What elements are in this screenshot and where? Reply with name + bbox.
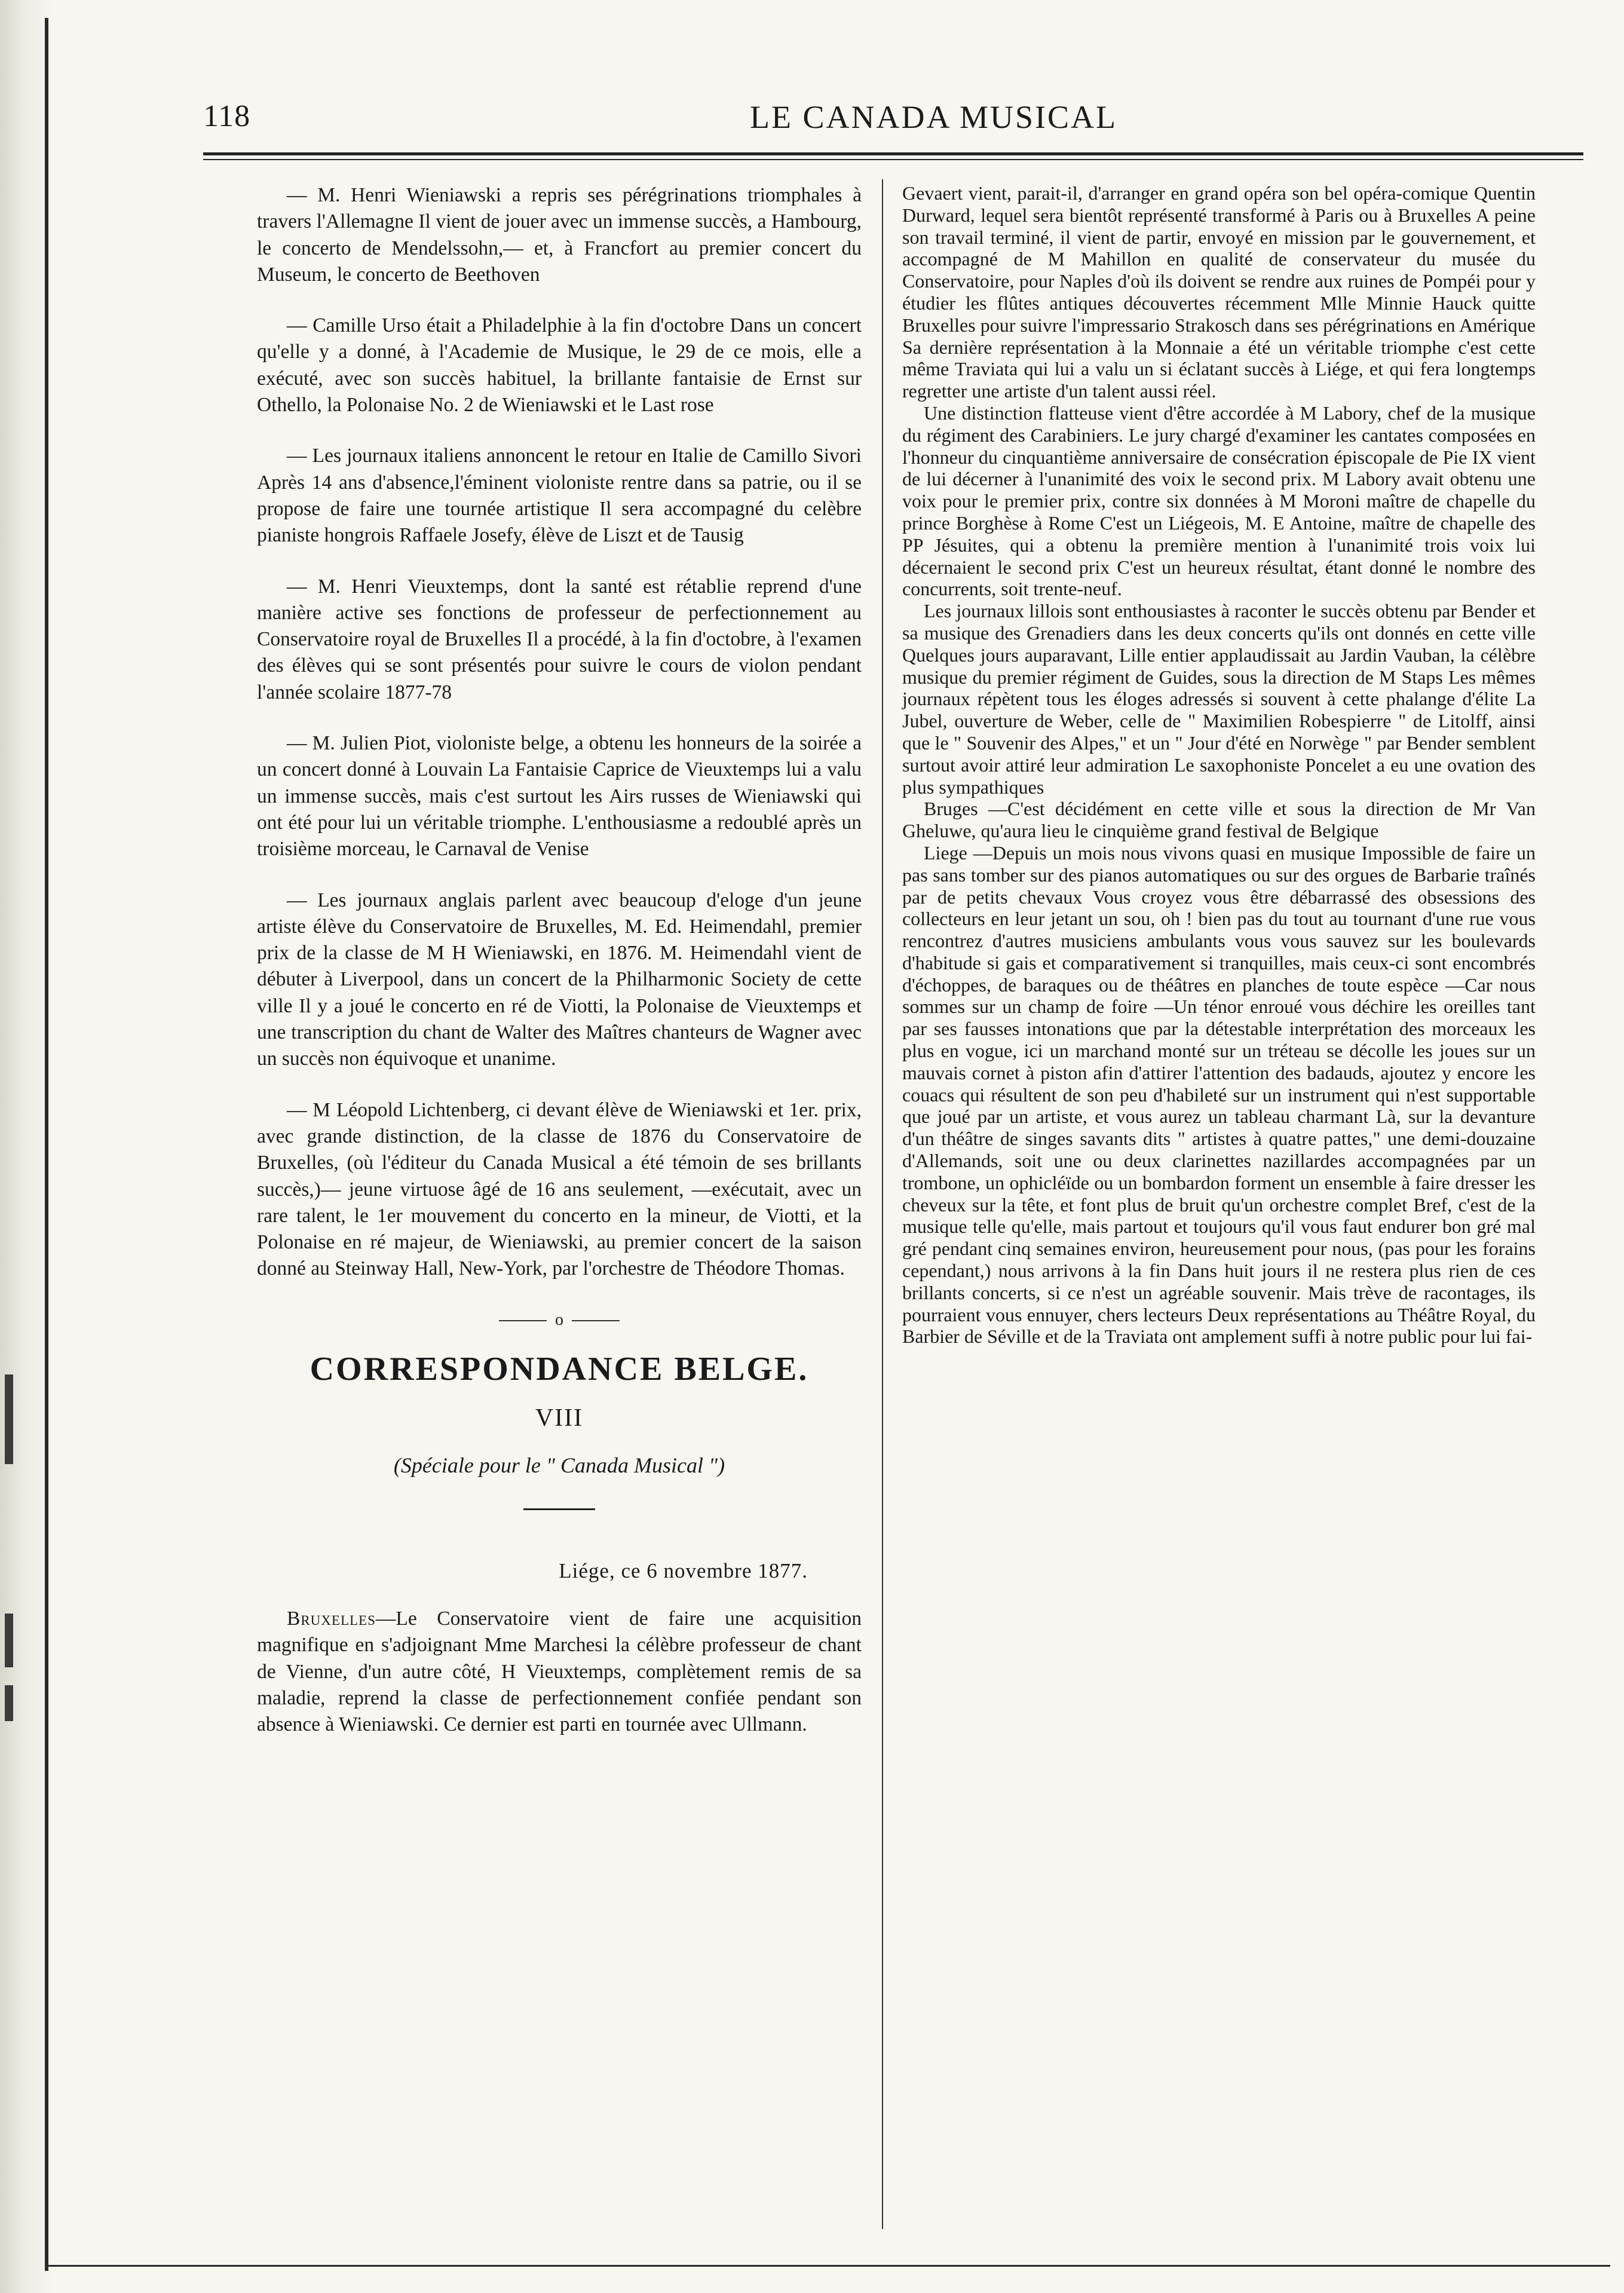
news-paragraph: Gevaert vient, parait-il, d'arranger en grand opéra son bel opéra-comique Quentin Durward, lequel sera bientôt représenté transformé à Paris ou à Bruxelles A peine son travail terminé, il vient de partir, envoyé en mission par le gouvernement, et accompagné de M Mahillon en qualité de conservateur du musée du Conservatoire, pour Naples d'où ils doivent se rendre aux ruines de Pompéi pour y étudier les flûtes antiques découvertes récemment Mlle Minnie Hauck quitte Bruxelles pour suivre l'impressario Strakosch dans ses pérégrinations en Amérique Sa dernière représentation à la Monnaie a été un véritable triomphe c'est cette même Traviata qui lui a valu un si éclatant succès à Liége, et qui fera longtemps regretter une artiste d'un talent aussi réel. [902, 182, 1536, 402]
margin-mark [5, 1374, 13, 1464]
right-column [902, 182, 1536, 1348]
dateline: Liége, ce 6 novembre 1877. [559, 1559, 808, 1582]
journal-title: LE CANADA MUSICAL [750, 99, 1118, 135]
section-subtitle: (Spéciale pour le " Canada Musical ") [393, 1453, 725, 1477]
news-paragraph: Une distinction flatteuse vient d'être accordée à M Labory, chef de la musique du régiment des Carabiniers. Le jury chargé d'examiner les cantates composées en l'honneur du cinquantième anniversaire de consécration épiscopale de Pie IX vient de lui décerner à l'unanimité des voix le second prix. M Labory avait obtenu une voix pour le premier prix, contre six données à M Moroni maître de chapelle du prince Borghèse à Rome C'est un Liégeois, M. E Antoine, maître de chapelle des PP Jésuites, qui a obtenu la première mention à l'unanimité trois voix lui décernaient le second prix C'est un heureux résultat, étant donné le nombre des concurrents, soit trente-neuf. [902, 402, 1536, 600]
news-paragraph: — Les journaux italiens annoncent le retour en Italie de Camillo Sivori Après 14 ans d'absence,l'éminent violoniste rentre dans sa patrie, ou il se propose de faire une tournée artistique Il sera accompagné du celèbre pianiste hongrois Raffaele Josefy, élève de Liszt et de Tausig [257, 445, 862, 547]
news-paragraph: — M. Julien Piot, violoniste belge, a obtenu les honneurs de la soirée a un concert donné à Louvain La Fantaisie Caprice de Vieuxtemps lui a valu un immense succès, mais c'est surtout les Airs russes de Wieniawski qui ont été pour lui un véritable triomphe. L'enthousiasme a redoublé après un troisième morceau, le Carnaval de Venise [257, 732, 862, 861]
news-paragraph: — Camille Urso était a Philadelphie à la fin d'octobre Dans un concert qu'elle y a donné, à l'Academie de Musique, le 29 de ce mois, elle a exécuté, avec son succès habituel, la brillante fantaisie de Ernst sur Othello, la Polonaise No. 2 de Wieniawski et le Last rose [257, 314, 862, 417]
paragraph-lead: Bruxelles [287, 1608, 376, 1630]
margin-mark [5, 1614, 13, 1667]
short-rule [523, 1508, 595, 1510]
column-divider [882, 179, 883, 2229]
news-paragraph: — M. Henri Vieuxtemps, dont la santé est rétablie reprend d'une manière active ses fonctions de professeur de perfectionnement au Conservatoire royal de Bruxelles Il a procédé, à la fin d'octobre, à l'examen des élèves qui se sont présentés pour suivre le cours de violon pendant l'année scolaire 1877-78 [257, 575, 862, 703]
page-frame-line [45, 18, 48, 2271]
section-title: CORRESPONDANCE BELGE. [310, 1350, 809, 1388]
margin-mark [5, 1685, 13, 1721]
left-column [257, 182, 862, 1738]
bottom-rule [45, 2265, 1610, 2267]
section-separator [257, 1307, 862, 1333]
paragraph-body: —Le Conservatoire vient de faire une acquisition magnifique en s'adjoignant Mme Marchesi la célèbre professeur de chant de Vienne, d'un autre côté, H Vieuxtemps, complètement remis de sa maladie, reprend la classe de perfectionnement confiée pendant son absence à Wieniawski. Ce dernier est parti en tournée avec Ullmann. [257, 1608, 862, 1736]
section-number: VIII [535, 1404, 584, 1432]
header-rule [203, 152, 1583, 155]
news-paragraph: Liege —Depuis un mois nous vivons quasi en musique Impossible de faire un pas sans tomber sur des pianos automatiques ou sur des orgues de Barbarie traînés par de petits chevaux Vous croyez vous être débarrassé des obsessions des collecteurs en leur jetant un sou, oh ! bien pas du tout au tournant d'une rue vous rencontrez d'autres musiciens ambulants vous vous sauvez sur les boulevards d'habitude si gais et comparativement si tranquilles, mais ceux-ci sont encombrés d'échoppes, de baraques ou de théâtres en planches de toute espèce —Car nous sommes sur un champ de foire —Un ténor enroué vous déchire les oreilles tant par ses fausses intonations que par la détestable interprétation des morceaux les plus en vogue, ici un marchand monté sur un tréteau se décolle les joues sur un mauvais cornet à piston afin d'attirer l'attention des badauds, ajoutez y encore les couacs qui résultent de son peu d'habileté sur un instrument qui n'est supportable que joué par un artiste, et vous aurez un tableau charmant Là, sur la devanture d'un théâtre de singes savants dits " artistes à quatre pattes," une demi-douzaine d'Allemands, soit une ou deux clarinettes nazillardes accompagnées par un trombone, un ophicléïde ou un bombardon forment un ensemble à faire dresser les cheveux sur la tête, et font plus de bruit qu'un orchestre complet Bref, c'est de la musique telle qu'elle, mais partout et toujours qu'il vous faut endurer bon gré mal gré pendant cinq semaines environ, heureusement pour nous, (pas pour les forains cependant,) nous arrivons à la fin Dans huit jours il ne restera plus rien de ces brillants concerts, si ce n'est un agréable souvenir. Mais trève de racontages, ils pourraient vous ennuyer, chers lecteurs Deux représentations au Théâtre Royal, du Barbier de Séville et de la Traviata ont amplement suffi à notre public pour lui fai- [902, 841, 1536, 1348]
header-rule-thin [203, 159, 1583, 160]
page-number: 118 [203, 99, 251, 133]
news-paragraph [257, 1606, 862, 1738]
news-paragraph: Les journaux lillois sont enthousiastes à raconter le succès obtenu par Bender et sa musique des Grenadiers dans les deux concerts qu'ils ont donnés en cette ville Quelques jours auparavant, Lille entier applaudissait au Jardin Vauban, la célèbre musique du premier régiment de Guides, sous la direction de M Staps Les mêmes journaux répètent tous les éloges adressés si souvent à cette phalange d'élite La Jubel, ouverture de Weber, celle de " Maximilien Robespierre " de Litolff, ainsi que le " Souvenir des Alpes," et un " Jour d'été en Norwège " par Bender semblent surtout avoir attiré leur admiration Le saxophoniste Poncelet a eu une ovation des plus sympathiques [902, 600, 1536, 798]
news-paragraph: — M. Henri Wieniawski a repris ses pérégrinations triomphales à travers l'Allemagne Il vient de jouer avec un immense succès, a Hambourg, le concerto de Mendelssohn,— et, à Francfort au premier concert du Museum, le concerto de Beethoven [257, 184, 862, 286]
news-paragraph: Bruges —C'est décidément en cette ville et sous la direction de Mr Van Gheluwe, qu'aura lieu le cinquième grand festival de Belgique [902, 798, 1536, 842]
separator-mark: o [555, 1310, 563, 1329]
page-header [203, 99, 1577, 146]
news-paragraph: — Les journaux anglais parlent avec beaucoup d'eloge d'un jeune artiste élève du Conservatoire de Bruxelles, M. Ed. Heimendahl, premier prix de la classe de M H Wieniawski, en 1876. M. Heimendahl vient de débuter à Liverpool, dans un concert de la Philharmonic Society de cette ville Il y a joué le concerto en ré de Viotti, la Polonaise de Vieuxtemps et une transcription du chant de Walter des Maîtres chanteurs de Wagner avec un succès non équivoque et unanime. [257, 889, 862, 1070]
news-paragraph: — M Léopold Lichtenberg, ci devant élève de Wieniawski et 1er. prix, avec grande distinction, de la classe de 1876 du Conservatoire de Bruxelles, (où l'éditeur du Canada Musical a été témoin de ses brillants succès,)— jeune virtuose âgé de 16 ans seulement, —exécutait, avec un rare talent, le 1er mouvement du concerto en la mineur, de Viotti, et la Polonaise en ré majeur, de Wieniawski, au premier concert de la saison donné au Steinway Hall, New-York, par l'orchestre de Théodore Thomas. [257, 1098, 862, 1280]
